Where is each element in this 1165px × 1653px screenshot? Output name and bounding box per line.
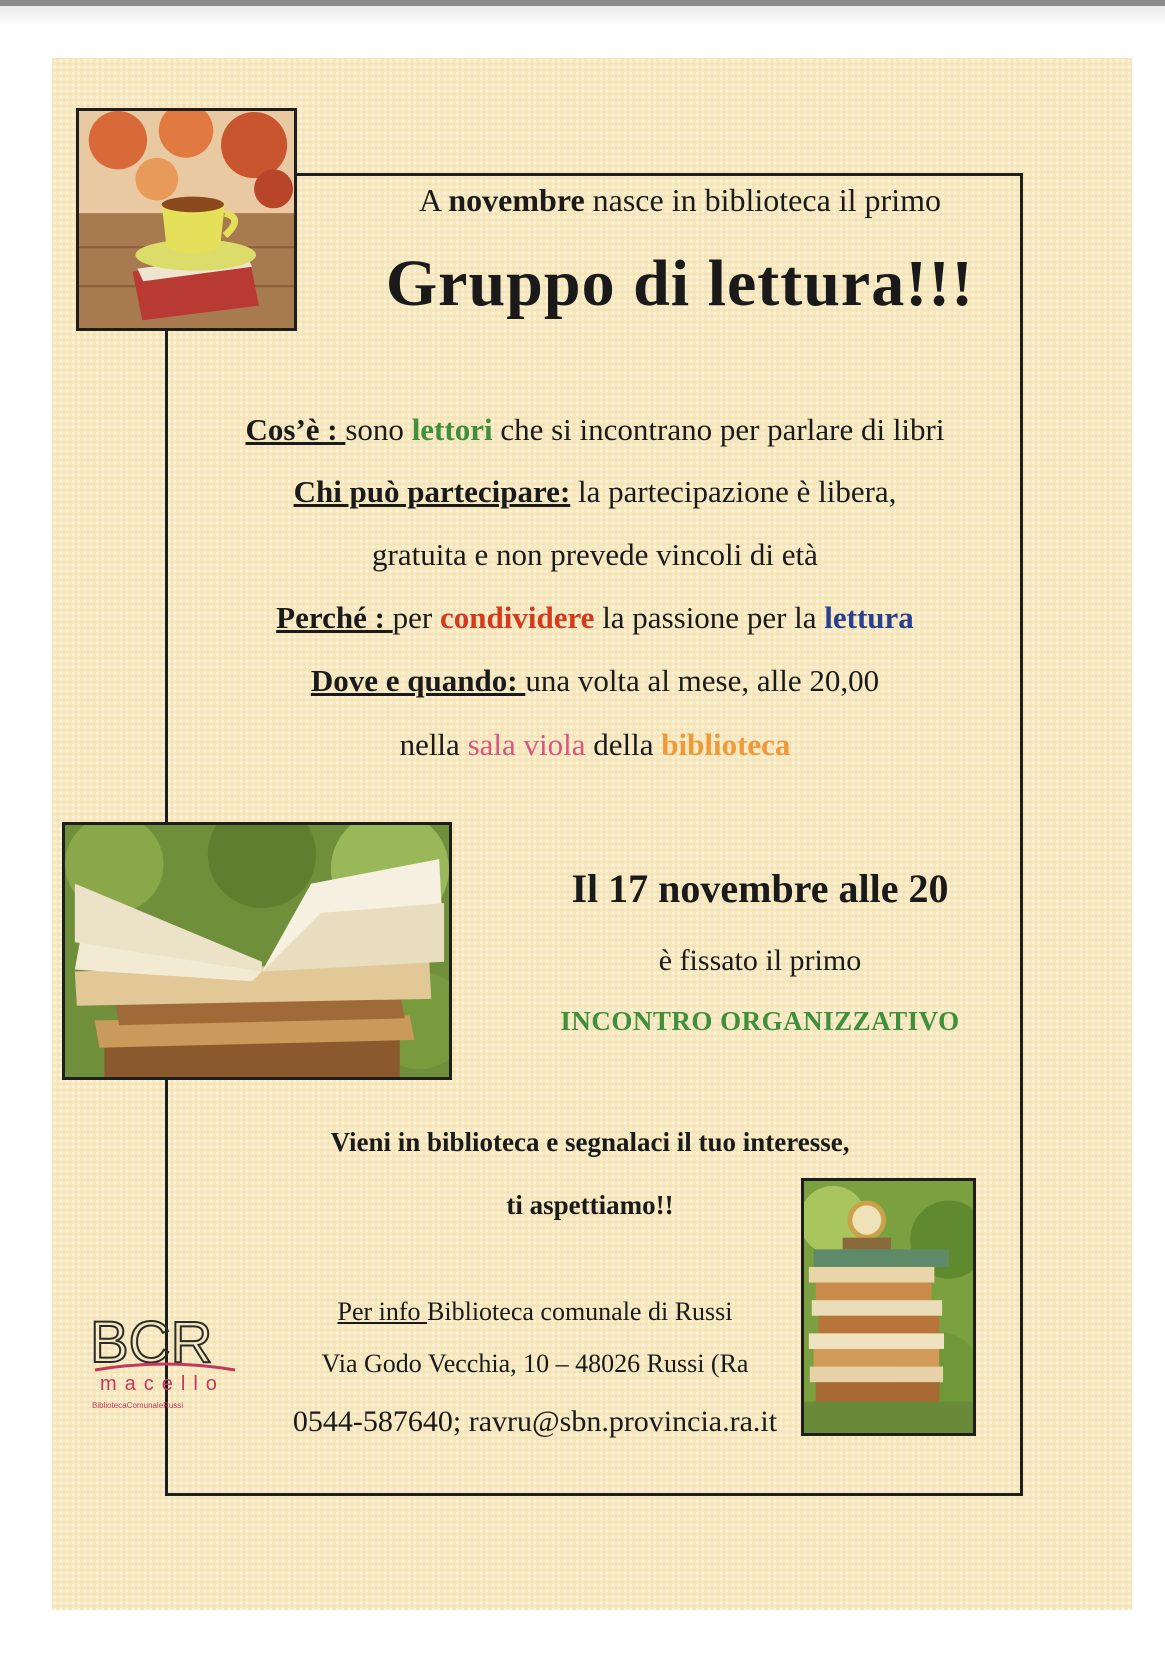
address-line: Via Godo Vecchia, 10 – 48026 Russi (Ra <box>321 1349 749 1378</box>
info-line: Per info Biblioteca comunale di Russi <box>337 1297 733 1326</box>
dove-line: Dove e quando: una volta al mese, alle 20,00 <box>310 663 880 698</box>
event-line-3: INCONTRO ORGANIZZATIVO <box>560 1006 960 1036</box>
chi-line: Chi può partecipare: la partecipazione è libera, <box>293 474 897 509</box>
call-line-1: Vieni in biblioteca e segnalaci il tuo interesse, <box>330 1127 850 1157</box>
event-date: Il 17 novembre alle 20 <box>571 866 949 911</box>
page-title: Gruppo di lettura!!! <box>385 247 975 320</box>
scan-shadow <box>0 6 1165 26</box>
logo-letters: BCR <box>90 1310 213 1375</box>
cose-line: Cos’è : sono lettori che si incontrano per parlare di libri <box>245 412 945 447</box>
logo-subtitle: macello <box>100 1373 225 1395</box>
open-books-photo <box>62 822 452 1080</box>
logo-tiny: BibliotecaComunaleRussi <box>92 1401 184 1410</box>
perche-line: Perché : per condividere la passione per la lettura <box>276 600 914 635</box>
library-logo <box>90 1310 240 1415</box>
contact-line: 0544-587640; ravru@sbn.provincia.ra.it <box>292 1405 778 1438</box>
chi-line-2: gratuita e non prevede vincoli di età <box>372 537 818 572</box>
intro-line: A novembre nasce in biblioteca il primo <box>419 182 941 218</box>
teacup-book-photo <box>76 108 297 331</box>
event-line-2: è fissato il primo <box>658 944 862 977</box>
sala-line: nella sala viola della biblioteca <box>399 727 791 762</box>
call-line-2: ti aspettiamo!! <box>506 1190 674 1220</box>
